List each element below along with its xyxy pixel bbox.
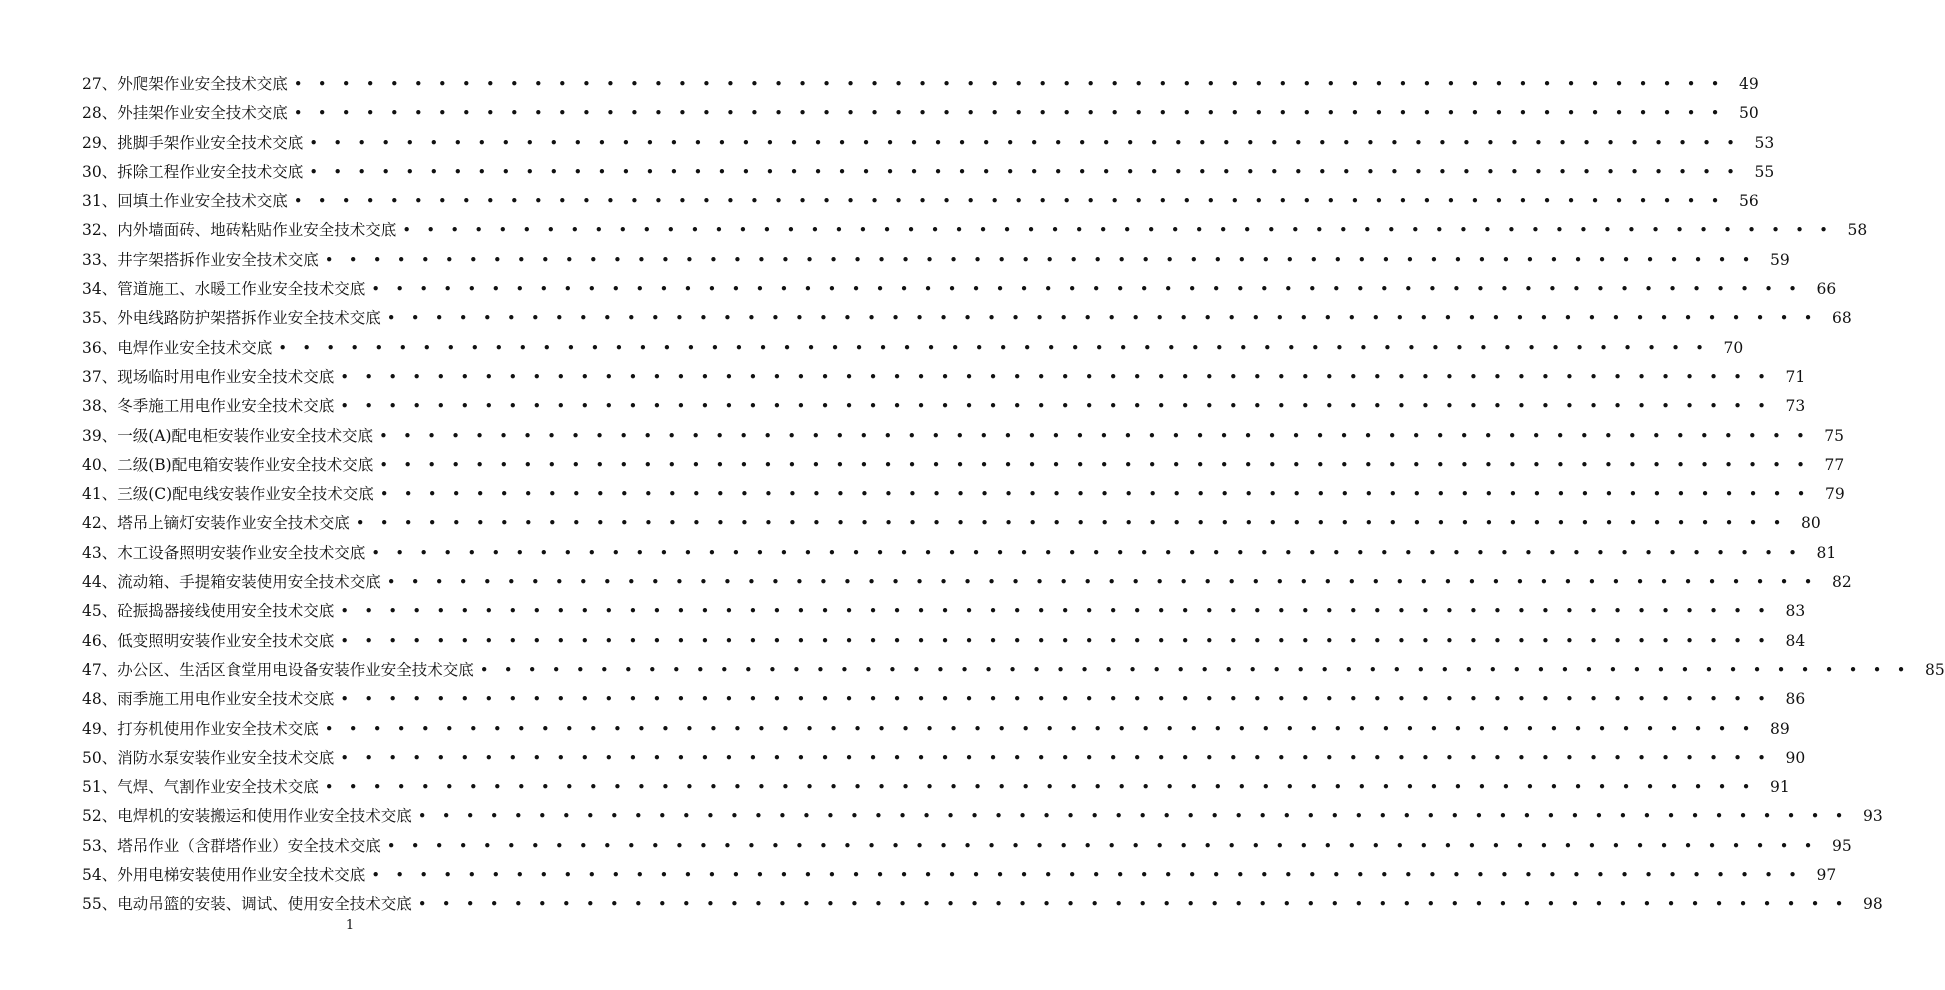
toc-entry — [82, 861, 1837, 890]
toc-dot-leader: • • • • • • • • • • • • • • • • • • • • • • • • • • • • • • • • • • • • • • • • • • • • • • • • • • • • • • • • • • • • — [371, 543, 1803, 562]
toc-entry-number: 55、 — [82, 895, 118, 914]
toc-entry-page: 97 — [1816, 866, 1837, 885]
toc-entry — [82, 158, 1775, 187]
toc-entry — [82, 568, 1852, 597]
toc-dot-leader: • • • • • • • • • • • • • • • • • • • • • • • • • • • • • • • • • • • • • • • • • • • • • • • • • • • • • • • • • • • • — [324, 778, 1756, 797]
toc-entry — [82, 480, 1845, 509]
toc-entry-number: 38、 — [82, 397, 118, 416]
toc-entry-title: 现场临时用电作业安全技术交底 — [117, 367, 335, 386]
toc-entry-title: 外电线路防护架搭拆作业安全技术交底 — [117, 309, 381, 328]
toc-entry-number: 29、 — [82, 133, 118, 152]
toc-entry — [82, 422, 1845, 451]
toc-entry-page: 66 — [1816, 280, 1837, 299]
toc-dot-leader: • • • • • • • • • • • • • • • • • • • • • • • • • • • • • • • • • • • • • • • • • • • • • • • • • • • • • • • • • • • • — [479, 660, 1911, 679]
toc-entry-page: 98 — [1863, 895, 1883, 914]
toc-entry-number: 43、 — [82, 543, 118, 562]
table-of-contents — [82, 70, 1945, 920]
toc-entry-number: 37、 — [82, 367, 118, 386]
toc-entry-number: 45、 — [82, 602, 118, 621]
toc-entry-number: 48、 — [82, 690, 118, 709]
toc-entry-page: 80 — [1801, 514, 1821, 533]
toc-entry-page: 82 — [1832, 573, 1852, 592]
toc-entry — [82, 70, 1759, 99]
toc-entry-title: 外用电梯安装使用作业安全技术交底 — [117, 866, 366, 885]
toc-entry-page: 50 — [1739, 104, 1759, 123]
toc-entry — [82, 187, 1759, 216]
toc-entry-title: 电焊机的安装搬运和使用作业安全技术交底 — [117, 807, 412, 826]
toc-dot-leader: • • • • • • • • • • • • • • • • • • • • • • • • • • • • • • • • • • • • • • • • • • • • • • • • • • • • • • • • • • • • — [293, 192, 1725, 211]
toc-entry-number: 41、 — [82, 485, 118, 504]
toc-entry-page: 95 — [1832, 836, 1852, 855]
toc-entry-page: 53 — [1754, 133, 1775, 152]
toc-entry-page: 59 — [1770, 250, 1790, 269]
toc-entry — [82, 129, 1775, 158]
toc-entry — [82, 685, 1806, 714]
toc-entry-title: 消防水泵安装作业安全技术交底 — [117, 748, 335, 767]
toc-dot-leader: • • • • • • • • • • • • • • • • • • • • • • • • • • • • • • • • • • • • • • • • • • • • • • • • • • • • • • • • • • • • — [340, 397, 1772, 416]
toc-entry — [82, 275, 1837, 304]
toc-entry — [82, 802, 1883, 831]
toc-entry-number: 49、 — [82, 719, 118, 738]
toc-entry — [82, 509, 1821, 538]
toc-entry-number: 47、 — [82, 660, 118, 679]
toc-entry — [82, 832, 1852, 861]
toc-entry-title: 气焊、气割作业安全技术交底 — [117, 778, 319, 797]
toc-entry — [82, 451, 1845, 480]
toc-entry-number: 42、 — [82, 514, 118, 533]
toc-entry-title: 砼振捣器接线使用安全技术交底 — [117, 602, 335, 621]
toc-entry-number: 33、 — [82, 250, 118, 269]
toc-entry — [82, 363, 1806, 392]
toc-entry-title: 冬季施工用电作业安全技术交底 — [117, 397, 335, 416]
toc-entry-title: 二级(B)配电箱安装作业安全技术交底 — [117, 455, 374, 474]
toc-entry — [82, 890, 1883, 919]
toc-entry-number: 36、 — [82, 338, 118, 357]
toc-dot-leader: • • • • • • • • • • • • • • • • • • • • • • • • • • • • • • • • • • • • • • • • • • • • • • • • • • • • • • • • • • • • — [379, 485, 1811, 504]
toc-dot-leader: • • • • • • • • • • • • • • • • • • • • • • • • • • • • • • • • • • • • • • • • • • • • • • • • • • • • • • • • • • • • — [340, 602, 1772, 621]
toc-entry — [82, 715, 1790, 744]
toc-dot-leader: • • • • • • • • • • • • • • • • • • • • • • • • • • • • • • • • • • • • • • • • • • • • • • • • • • • • • • • • • • • • — [371, 280, 1803, 299]
toc-entry-page: 79 — [1824, 485, 1845, 504]
toc-entry-title: 低变照明安装作业安全技术交底 — [117, 631, 335, 650]
toc-entry-title: 一级(A)配电柜安装作业安全技术交底 — [117, 426, 374, 445]
toc-entry-page: 83 — [1785, 602, 1806, 621]
toc-entry-page: 70 — [1723, 338, 1744, 357]
toc-dot-leader: • • • • • • • • • • • • • • • • • • • • • • • • • • • • • • • • • • • • • • • • • • • • • • • • • • • • • • • • • • • • — [402, 221, 1834, 240]
toc-dot-leader: • • • • • • • • • • • • • • • • • • • • • • • • • • • • • • • • • • • • • • • • • • • • • • • • • • • • • • • • • • • • — [309, 162, 1741, 181]
toc-entry-number: 54、 — [82, 866, 118, 885]
toc-entry-page: 49 — [1739, 75, 1759, 93]
toc-entry-title: 塔吊上镝灯安装作业安全技术交底 — [117, 514, 350, 533]
toc-entry — [82, 627, 1806, 656]
toc-entry-title: 打夯机使用作业安全技术交底 — [117, 719, 319, 738]
toc-entry-title: 外挂架作业安全技术交底 — [117, 104, 288, 123]
toc-entry — [82, 539, 1837, 568]
toc-entry-page: 90 — [1785, 748, 1806, 767]
toc-entry-page: 81 — [1816, 543, 1837, 562]
toc-entry-title: 内外墙面砖、地砖粘贴作业安全技术交底 — [117, 221, 397, 240]
toc-entry-title: 三级(C)配电线安装作业安全技术交底 — [117, 485, 374, 504]
toc-entry-number: 28、 — [82, 104, 118, 123]
toc-entry — [82, 304, 1852, 333]
toc-entry-page: 93 — [1863, 807, 1883, 826]
toc-entry-number: 32、 — [82, 221, 118, 240]
toc-dot-leader: • • • • • • • • • • • • • • • • • • • • • • • • • • • • • • • • • • • • • • • • • • • • • • • • • • • • • • • • • • • • — [340, 367, 1772, 386]
toc-entry-page: 85 — [1925, 660, 1945, 679]
toc-entry-page: 68 — [1832, 309, 1852, 328]
toc-dot-leader: • • • • • • • • • • • • • • • • • • • • • • • • • • • • • • • • • • • • • • • • • • • • • • • • • • • • • • • • • • • • — [417, 807, 1849, 826]
page-footer-number: 1 — [345, 918, 355, 933]
toc-entry-number: 30、 — [82, 162, 118, 181]
toc-entry-number: 31、 — [82, 192, 118, 211]
toc-entry — [82, 99, 1759, 128]
toc-dot-leader: • • • • • • • • • • • • • • • • • • • • • • • • • • • • • • • • • • • • • • • • • • • • • • • • • • • • • • • • • • • • — [340, 631, 1772, 650]
toc-entry-title: 流动箱、手提箱安装使用安全技术交底 — [117, 573, 381, 592]
toc-entry-page: 77 — [1824, 455, 1845, 474]
toc-entry — [82, 744, 1806, 773]
toc-entry-number: 44、 — [82, 573, 118, 592]
toc-entry — [82, 334, 1744, 363]
toc-dot-leader: • • • • • • • • • • • • • • • • • • • • • • • • • • • • • • • • • • • • • • • • • • • • • • • • • • • • • • • • • • • • — [324, 250, 1756, 269]
toc-entry-number: 46、 — [82, 631, 118, 650]
toc-entry-title: 木工设备照明安装作业安全技术交底 — [117, 543, 366, 562]
toc-entry-number: 34、 — [82, 280, 118, 299]
toc-entry — [82, 216, 1868, 245]
toc-dot-leader: • • • • • • • • • • • • • • • • • • • • • • • • • • • • • • • • • • • • • • • • • • • • • • • • • • • • • • • • • • • • — [355, 514, 1787, 533]
toc-dot-leader: • • • • • • • • • • • • • • • • • • • • • • • • • • • • • • • • • • • • • • • • • • • • • • • • • • • • • • • • • • • • — [293, 104, 1725, 123]
toc-entry-title: 外爬架作业安全技术交底 — [117, 75, 288, 93]
toc-entry-page: 91 — [1770, 778, 1790, 797]
toc-entry-number: 35、 — [82, 309, 118, 328]
toc-dot-leader: • • • • • • • • • • • • • • • • • • • • • • • • • • • • • • • • • • • • • • • • • • • • • • • • • • • • • • • • • • • • — [309, 133, 1741, 152]
toc-entry-number: 51、 — [82, 778, 118, 797]
toc-entry-title: 雨季施工用电作业安全技术交底 — [117, 690, 335, 709]
toc-entry-title: 塔吊作业（含群塔作业）安全技术交底 — [117, 836, 381, 855]
toc-entry-title: 电焊作业安全技术交底 — [117, 338, 273, 357]
toc-entry-page: 71 — [1785, 367, 1806, 386]
toc-entry-title: 电动吊篮的安装、调试、使用安全技术交底 — [117, 895, 412, 914]
toc-entry-page: 84 — [1785, 631, 1806, 650]
toc-entry — [82, 597, 1806, 626]
toc-entry-title: 井字架搭拆作业安全技术交底 — [117, 250, 319, 269]
toc-dot-leader: • • • • • • • • • • • • • • • • • • • • • • • • • • • • • • • • • • • • • • • • • • • • • • • • • • • • • • • • • • • • — [293, 75, 1725, 93]
toc-dot-leader: • • • • • • • • • • • • • • • • • • • • • • • • • • • • • • • • • • • • • • • • • • • • • • • • • • • • • • • • • • • • — [417, 895, 1849, 914]
toc-entry-title: 管道施工、水暖工作业安全技术交底 — [117, 280, 366, 299]
toc-entry-page: 55 — [1754, 162, 1775, 181]
toc-entry-page: 75 — [1824, 426, 1845, 445]
toc-entry — [82, 656, 1945, 685]
toc-entry-number: 50、 — [82, 748, 118, 767]
toc-dot-leader: • • • • • • • • • • • • • • • • • • • • • • • • • • • • • • • • • • • • • • • • • • • • • • • • • • • • • • • • • • • • — [371, 866, 1803, 885]
toc-entry-number: 27、 — [82, 75, 118, 93]
toc-entry-title: 办公区、生活区食堂用电设备安装作业安全技术交底 — [117, 660, 474, 679]
toc-entry — [82, 392, 1806, 421]
toc-dot-leader: • • • • • • • • • • • • • • • • • • • • • • • • • • • • • • • • • • • • • • • • • • • • • • • • • • • • • • • • • • • • — [340, 748, 1772, 767]
toc-entry — [82, 246, 1790, 275]
toc-entry-title: 回填土作业安全技术交底 — [117, 192, 288, 211]
toc-entry-page: 56 — [1739, 192, 1759, 211]
toc-entry-number: 52、 — [82, 807, 118, 826]
toc-entry-page: 58 — [1847, 221, 1868, 240]
toc-entry-title: 拆除工程作业安全技术交底 — [117, 162, 304, 181]
toc-dot-leader: • • • • • • • • • • • • • • • • • • • • • • • • • • • • • • • • • • • • • • • • • • • • • • • • • • • • • • • • • • • • — [340, 690, 1772, 709]
toc-dot-leader: • • • • • • • • • • • • • • • • • • • • • • • • • • • • • • • • • • • • • • • • • • • • • • • • • • • • • • • • • • • • — [386, 309, 1818, 328]
toc-entry-number: 53、 — [82, 836, 118, 855]
toc-entry — [82, 773, 1790, 802]
toc-dot-leader: • • • • • • • • • • • • • • • • • • • • • • • • • • • • • • • • • • • • • • • • • • • • • • • • • • • • • • • • • • • • — [379, 455, 1811, 474]
toc-entry-title: 挑脚手架作业安全技术交底 — [117, 133, 304, 152]
toc-dot-leader: • • • • • • • • • • • • • • • • • • • • • • • • • • • • • • • • • • • • • • • • • • • • • • • • • • • • • • • • • • • • — [386, 836, 1818, 855]
toc-dot-leader: • • • • • • • • • • • • • • • • • • • • • • • • • • • • • • • • • • • • • • • • • • • • • • • • • • • • • • • • • • • • — [386, 573, 1818, 592]
toc-entry-page: 73 — [1785, 397, 1806, 416]
toc-entry-number: 39、 — [82, 426, 118, 445]
toc-dot-leader: • • • • • • • • • • • • • • • • • • • • • • • • • • • • • • • • • • • • • • • • • • • • • • • • • • • • • • • • • • • • — [278, 338, 1710, 357]
toc-entry-page: 89 — [1770, 719, 1790, 738]
toc-entry-number: 40、 — [82, 455, 118, 474]
toc-dot-leader: • • • • • • • • • • • • • • • • • • • • • • • • • • • • • • • • • • • • • • • • • • • • • • • • • • • • • • • • • • • • — [379, 426, 1811, 445]
toc-dot-leader: • • • • • • • • • • • • • • • • • • • • • • • • • • • • • • • • • • • • • • • • • • • • • • • • • • • • • • • • • • • • — [324, 719, 1756, 738]
toc-entry-page: 86 — [1785, 690, 1806, 709]
